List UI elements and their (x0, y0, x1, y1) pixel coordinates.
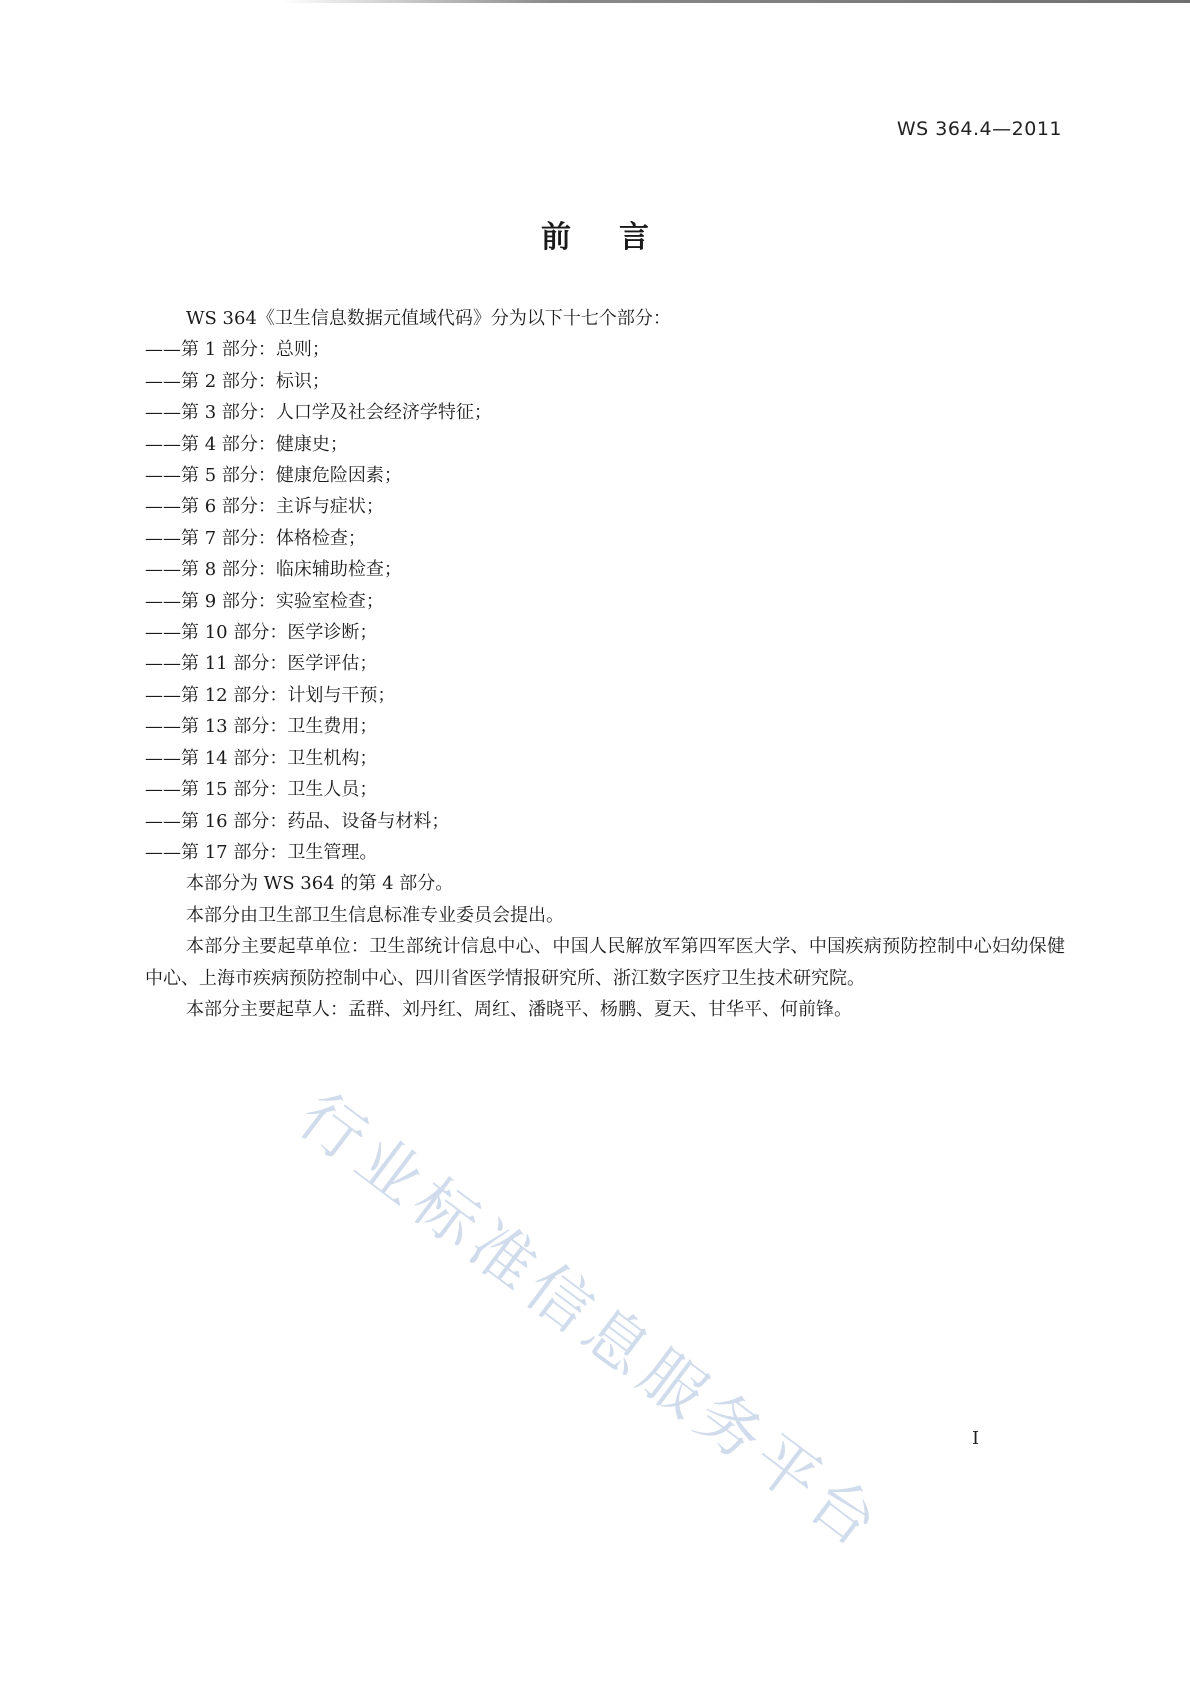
part-item-5: ——第 5 部分：健康危险因素； (145, 465, 402, 487)
part-item-8: ——第 8 部分：临床辅助检查； (145, 559, 402, 581)
part-item-14: ——第 14 部分：卫生机构； (145, 747, 378, 769)
part-item-10: ——第 10 部分：医学诊断； (145, 622, 378, 644)
part-item-15: ——第 15 部分：卫生人员； (145, 779, 378, 801)
scan-edge-line (280, 0, 1190, 3)
part-item-7: ——第 7 部分：体格检查； (145, 527, 366, 549)
watermark-text: 行业标准信息服务平台 (285, 1079, 897, 1565)
part-item-17: ——第 17 部分：卫生管理。 (145, 841, 378, 863)
part-item-12: ——第 12 部分：计划与干预； (145, 684, 396, 706)
part-of-statement: 本部分为 WS 364 的第 4 部分。 (186, 873, 454, 895)
intro-line: WS 364《卫生信息数据元值域代码》分为以下十七个部分： (186, 308, 671, 329)
drafting-units-statement: 本部分主要起草单位：卫生部统计信息中心、中国人民解放军第四军医大学、中国疾病预防控制中心妇幼保健中心、上海市疾病预防控制中心、四川省医学情报研究所、浙江数字医疗卫生技术研究院。 (145, 936, 1065, 989)
part-item-16: ——第 16 部分：药品、设备与材料； (145, 810, 450, 832)
drafters-statement: 本部分主要起草人：孟群、刘丹红、周红、潘晓平、杨鹏、夏天、甘华平、何前锋。 (186, 998, 852, 1020)
page-title: 前言 (541, 220, 697, 255)
standard-code: WS 364.4—2011 (896, 118, 1062, 140)
proposed-by-statement: 本部分由卫生部卫生信息标准专业委员会提出。 (186, 904, 564, 926)
part-item-13: ——第 13 部分：卫生费用； (145, 716, 378, 738)
part-item-9: ——第 9 部分：实验室检查； (145, 590, 384, 612)
part-item-1: ——第 1 部分：总则； (145, 339, 330, 361)
part-item-4: ——第 4 部分：健康史； (145, 433, 348, 455)
part-item-2: ——第 2 部分：标识； (145, 370, 330, 392)
part-item-3: ——第 3 部分：人口学及社会经济学特征； (145, 402, 492, 424)
part-item-11: ——第 11 部分：医学评估； (145, 653, 378, 675)
part-item-6: ——第 6 部分：主诉与症状； (145, 496, 384, 518)
foreword-body (145, 303, 1065, 1025)
page-number: I (972, 1428, 980, 1449)
